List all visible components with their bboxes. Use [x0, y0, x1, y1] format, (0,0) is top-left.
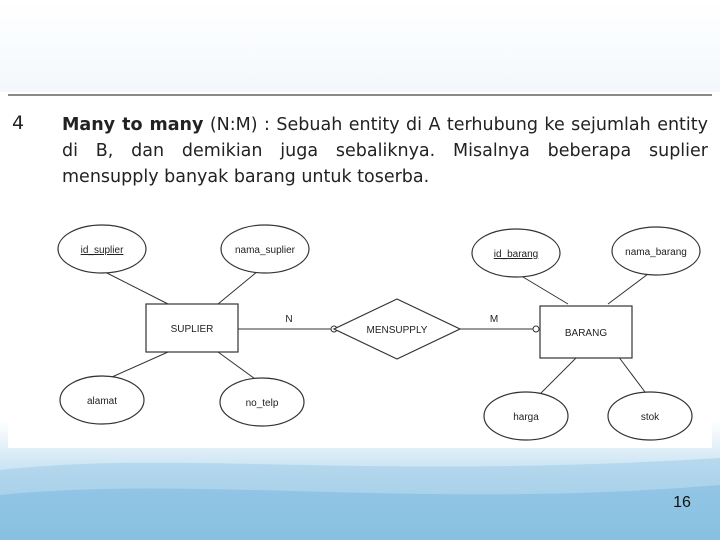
- line-no-telp: [218, 352, 258, 381]
- slide-page-number: 16: [673, 494, 691, 511]
- relationship-mensupply-label: MENSUPPLY: [366, 325, 428, 336]
- line-nama-barang: [608, 274, 648, 304]
- attr-harga-label: harga: [513, 412, 539, 423]
- description-body: (N:M) : Sebuah entity di A terhubung ke sejumlah entity di B, dan demikian juga sebaliknya. Misalnya beberapa suplier mensupply banyak barang untuk toserba.: [62, 115, 708, 187]
- connector-dot-right: [533, 326, 539, 332]
- attr-no-telp-label: no_telp: [245, 398, 279, 409]
- attr-nama-barang-label: nama_barang: [625, 247, 687, 258]
- content-panel: [8, 94, 712, 448]
- line-stok: [618, 356, 648, 396]
- bottom-wave-decoration: [0, 440, 720, 540]
- attr-nama-suplier-label: nama_suplier: [234, 245, 296, 256]
- attr-id-suplier-label: id_suplier: [80, 245, 124, 256]
- attr-alamat-label: alamat: [86, 396, 118, 407]
- cardinality-n: N: [285, 314, 293, 325]
- cardinality-m: M: [489, 314, 499, 325]
- line-id-barang: [518, 274, 568, 304]
- description-term: Many to many: [62, 115, 204, 135]
- slide-header-band: [0, 0, 720, 92]
- line-id-suplier: [103, 271, 168, 304]
- line-harga: [538, 356, 578, 396]
- entity-suplier-label: SUPLIER: [170, 324, 214, 335]
- attr-id-barang-label: id_barang: [493, 249, 539, 260]
- er-diagram: [8, 96, 712, 448]
- line-nama-suplier: [218, 271, 258, 304]
- attr-stok-label: stok: [640, 412, 660, 423]
- entity-barang-label: BARANG: [564, 328, 608, 339]
- row-number: 4: [12, 112, 25, 134]
